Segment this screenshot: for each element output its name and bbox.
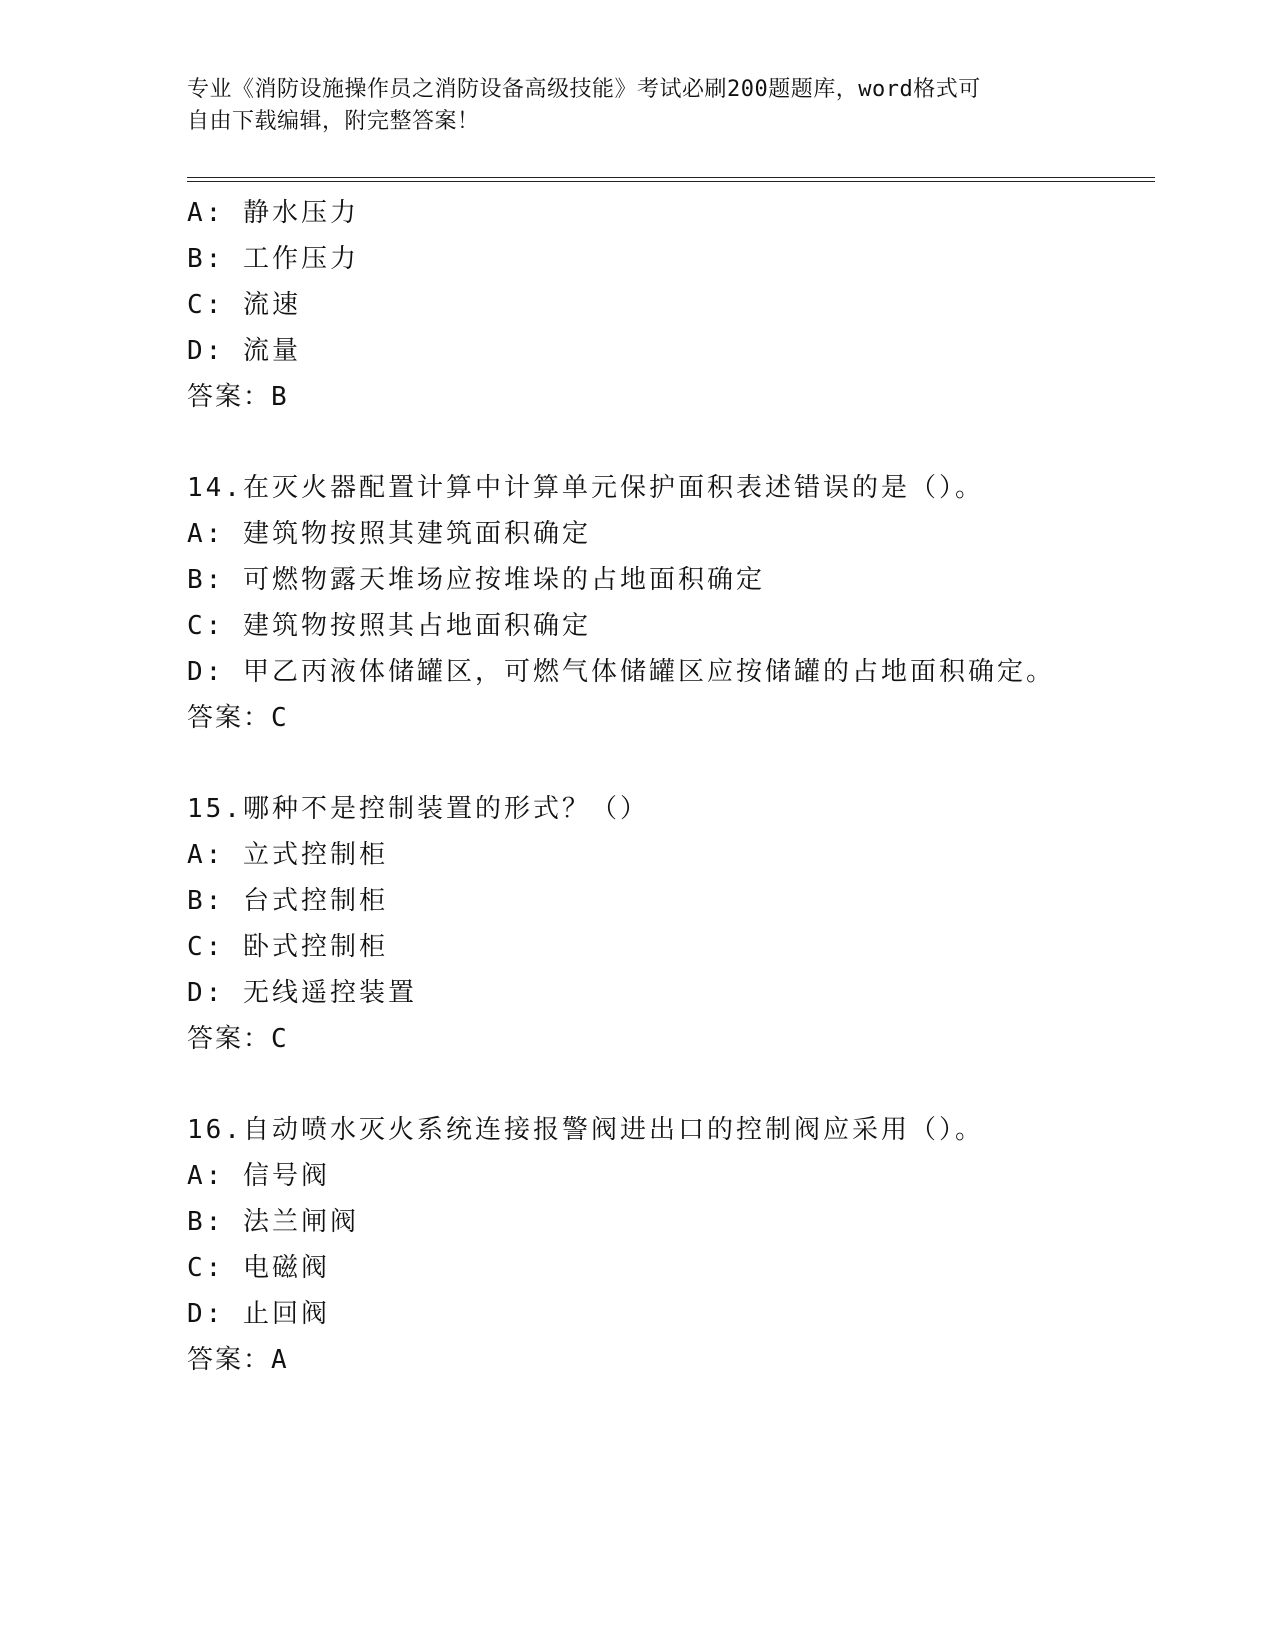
- answer-line: [187, 374, 1155, 420]
- question-stem: 15.哪种不是控制装置的形式？（）: [187, 794, 649, 824]
- option-a: A: 信号阀: [187, 1161, 330, 1191]
- header-line-2: 自由下载编辑，附完整答案！: [187, 109, 480, 134]
- header-line-1: 专业《消防设施操作员之消防设备高级技能》考试必刷200题题库，word格式可: [187, 77, 981, 102]
- option-c: C: 流速: [187, 290, 301, 320]
- answer-line: [187, 1337, 1155, 1383]
- question-block-15: [187, 786, 1155, 1062]
- option-b: B: 台式控制柜: [187, 886, 388, 916]
- option-d: D: 无线遥控装置: [187, 978, 417, 1008]
- option-c: C: 电磁阀: [187, 1253, 330, 1283]
- header-divider: [187, 177, 1155, 182]
- question-gap: [187, 741, 1155, 786]
- document-header: [187, 74, 1067, 138]
- option-c: C: 建筑物按照其占地面积确定: [187, 611, 591, 641]
- question-list: [187, 190, 1155, 1383]
- question-block-continued: [187, 190, 1155, 420]
- question-stem: 14.在灭火器配置计算中计算单元保护面积表述错误的是（）。: [187, 473, 984, 503]
- answer-label: 答案：: [187, 382, 272, 412]
- question-block-14: [187, 465, 1155, 741]
- question-gap: [187, 420, 1155, 465]
- option-b: B: 法兰闸阀: [187, 1207, 359, 1237]
- answer-value: B: [271, 382, 289, 412]
- option-b: B: 工作压力: [187, 244, 359, 274]
- question-block-16: [187, 1107, 1155, 1383]
- option-d: D: 流量: [187, 336, 301, 366]
- answer-line: [187, 695, 1155, 741]
- answer-label: 答案：: [187, 703, 272, 733]
- answer-value: C: [271, 703, 289, 733]
- answer-value: C: [271, 1024, 289, 1054]
- option-d: D: 止回阀: [187, 1299, 330, 1329]
- option-b: B: 可燃物露天堆场应按堆垛的占地面积确定: [187, 565, 765, 595]
- answer-line: [187, 1016, 1155, 1062]
- option-d: D: 甲乙丙液体储罐区，可燃气体储罐区应按储罐的占地面积确定。: [187, 657, 1055, 687]
- answer-label: 答案：: [187, 1345, 272, 1375]
- question-stem: 16.自动喷水灭火系统连接报警阀进出口的控制阀应采用（）。: [187, 1115, 984, 1145]
- answer-label: 答案：: [187, 1024, 272, 1054]
- answer-value: A: [271, 1345, 289, 1375]
- option-a: A: 建筑物按照其建筑面积确定: [187, 519, 591, 549]
- option-c: C: 卧式控制柜: [187, 932, 388, 962]
- option-a: A: 静水压力: [187, 198, 359, 228]
- option-a: A: 立式控制柜: [187, 840, 388, 870]
- question-gap: [187, 1062, 1155, 1107]
